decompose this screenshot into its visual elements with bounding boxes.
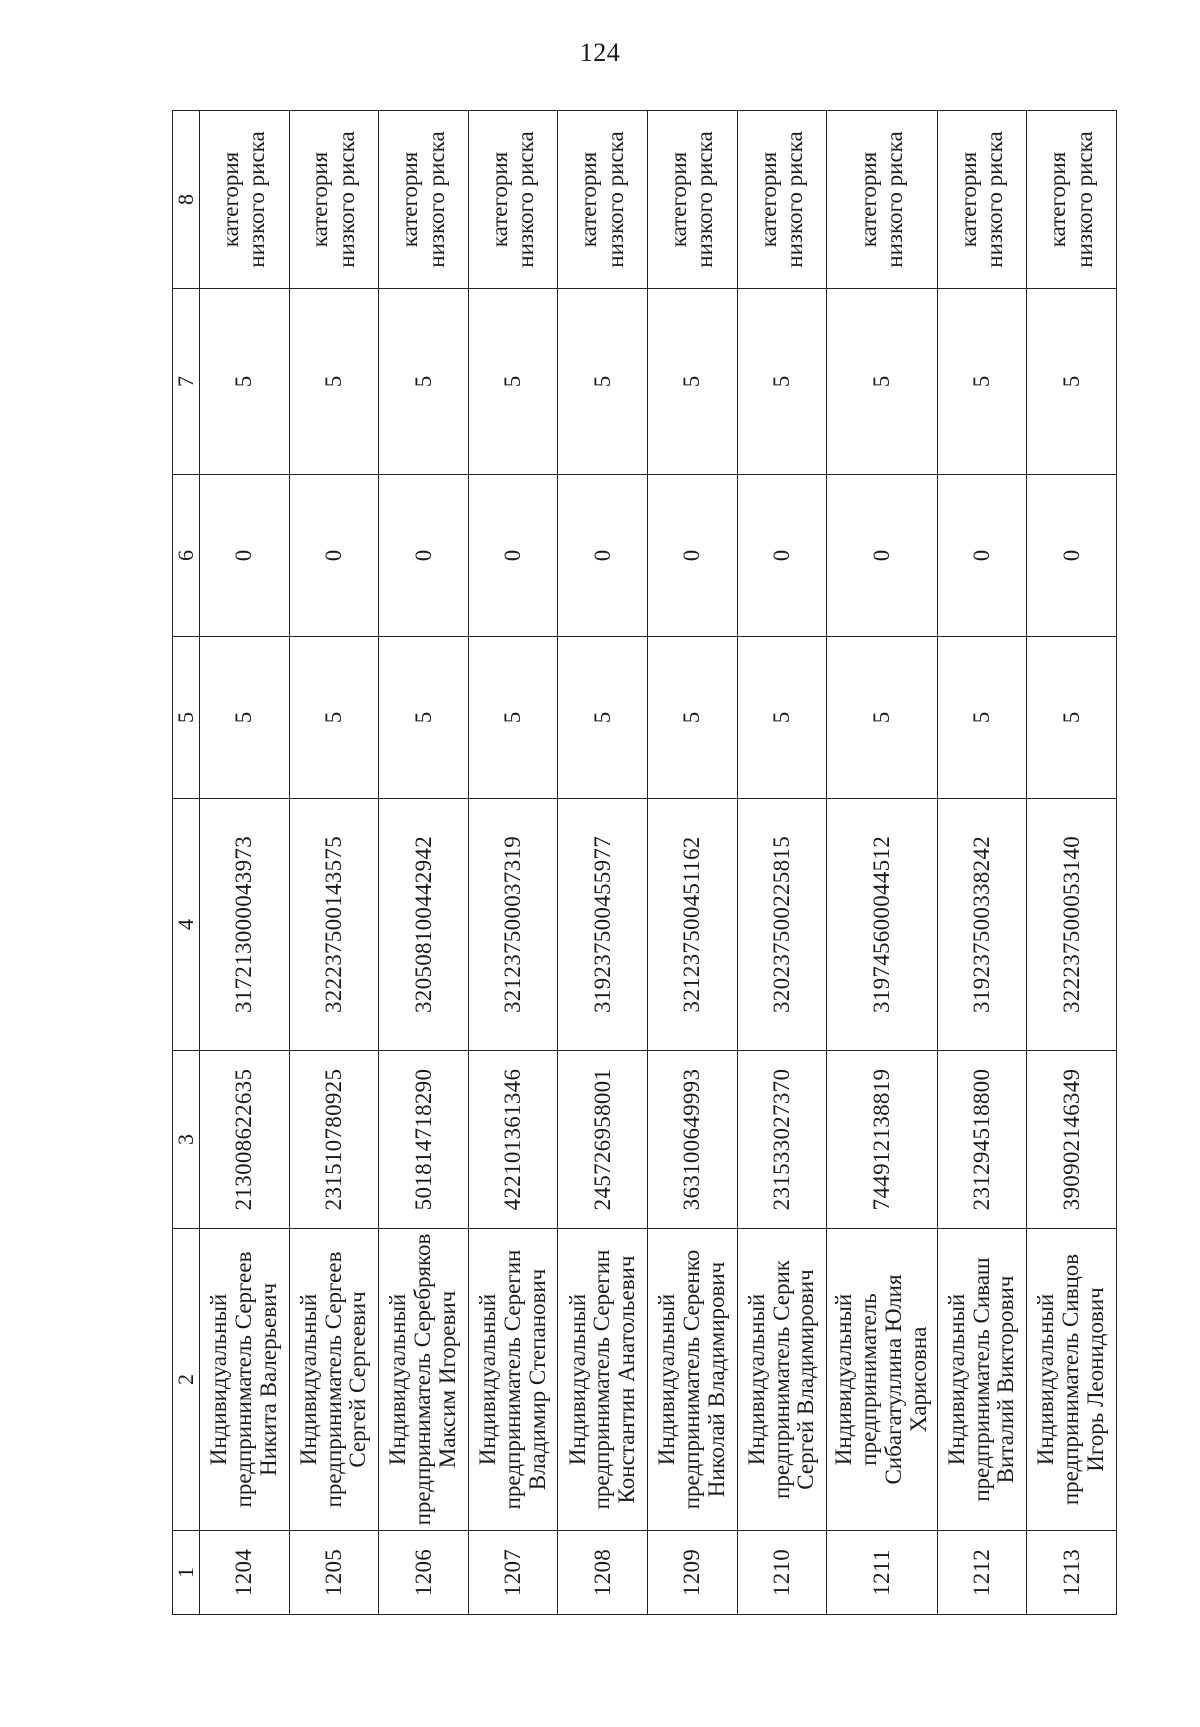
ogrn-cell: 319237500455977: [558, 799, 648, 1051]
column-5-cell: 5: [1027, 637, 1117, 799]
inn-cell: 245726958001: [558, 1051, 648, 1229]
ogrn-cell: 321237500037319: [468, 799, 558, 1051]
risk-category-line: низкого риска: [423, 131, 449, 268]
column-6-cell: 0: [737, 475, 827, 637]
column-7-cell: 5: [558, 289, 648, 475]
risk-category-line: низкого риска: [982, 131, 1008, 268]
risk-category-line: низкого риска: [692, 131, 718, 268]
entrepreneur-name-line: Константин Анатольевич: [614, 1255, 640, 1504]
risk-category-cell: [648, 111, 738, 289]
inn-cell: 422101361346: [468, 1051, 558, 1229]
entrepreneur-name-line: Индивидуальный: [295, 1293, 321, 1466]
row-number-cell: 1212: [937, 1531, 1027, 1615]
entrepreneur-name-cell: [937, 1229, 1027, 1531]
column-6-cell: 0: [827, 475, 937, 637]
registry-table-rotated: [172, 111, 1117, 1615]
column-6-cell: 0: [379, 475, 469, 637]
risk-category-line: категория: [855, 151, 881, 248]
inn-cell: 744912138819: [827, 1051, 937, 1229]
entrepreneur-name-cell: [289, 1229, 379, 1531]
entrepreneur-name-line: предприниматель Серебряков: [410, 1233, 436, 1526]
risk-category-line: низкого риска: [881, 131, 907, 268]
column-6-cell: 0: [648, 475, 738, 637]
table-row: [289, 111, 379, 1615]
risk-category-line: категория: [576, 151, 602, 248]
inn-cell: 213008622635: [200, 1051, 290, 1229]
risk-category-cell: [558, 111, 648, 289]
column-7-cell: 5: [289, 289, 379, 475]
entrepreneur-name-line: Харисовна: [905, 1326, 931, 1433]
table-row: [737, 111, 827, 1615]
entrepreneur-name-line: Индивидуальный: [474, 1293, 500, 1466]
row-number-cell: 1210: [737, 1531, 827, 1615]
entrepreneur-name-line: Сибагатуллина Юлия: [880, 1274, 906, 1485]
column-number: 6: [173, 475, 200, 637]
entrepreneur-name-line: предприниматель Сиваш: [968, 1257, 994, 1502]
ogrn-cell: 321237500451162: [648, 799, 738, 1051]
entrepreneur-name-line: предприниматель Серенко: [678, 1249, 704, 1510]
entrepreneur-name-line: Индивидуальный: [206, 1293, 232, 1466]
table-row: [200, 111, 290, 1615]
ogrn-cell: 317213000043973: [200, 799, 290, 1051]
entrepreneur-name-cell: [827, 1229, 937, 1531]
risk-category-cell: [468, 111, 558, 289]
entrepreneur-name-line: предприниматель Серегин: [499, 1249, 525, 1510]
entrepreneur-name-cell: [468, 1229, 558, 1531]
inn-cell: 390902146349: [1027, 1051, 1117, 1229]
column-6-cell: 0: [289, 475, 379, 637]
row-number-cell: 1209: [648, 1531, 738, 1615]
entrepreneur-name-line: Индивидуальный: [1033, 1293, 1059, 1466]
column-7-cell: 5: [937, 289, 1027, 475]
table-row: [379, 111, 469, 1615]
column-5-cell: 5: [937, 637, 1027, 799]
table-row: [1027, 111, 1117, 1615]
column-7-cell: 5: [737, 289, 827, 475]
column-7-cell: 5: [1027, 289, 1117, 475]
entrepreneur-name-line: Владимир Степанович: [524, 1268, 550, 1491]
entrepreneur-name-line: Индивидуальный: [743, 1293, 769, 1466]
column-5-cell: 5: [200, 637, 290, 799]
column-7-cell: 5: [648, 289, 738, 475]
column-number-row: [173, 111, 200, 1615]
entrepreneur-name-line: предприниматель Серегин: [589, 1249, 615, 1510]
inn-cell: 363100649993: [648, 1051, 738, 1229]
ogrn-cell: 319237500338242: [937, 799, 1027, 1051]
column-5-cell: 5: [468, 637, 558, 799]
column-7-cell: 5: [468, 289, 558, 475]
risk-category-line: категория: [217, 151, 243, 248]
risk-category-line: низкого риска: [602, 131, 628, 268]
table-row: [648, 111, 738, 1615]
inn-cell: 501814718290: [379, 1051, 469, 1229]
risk-category-cell: [289, 111, 379, 289]
inn-cell: 231533027370: [737, 1051, 827, 1229]
column-6-cell: 0: [200, 475, 290, 637]
entrepreneur-name-cell: [737, 1229, 827, 1531]
entrepreneur-name-line: Индивидуальный: [654, 1293, 680, 1466]
row-number-cell: 1205: [289, 1531, 379, 1615]
risk-category-line: категория: [307, 151, 333, 248]
inn-cell: 231510780925: [289, 1051, 379, 1229]
risk-category-cell: [827, 111, 937, 289]
table-row: [937, 111, 1027, 1615]
risk-category-cell: [937, 111, 1027, 289]
risk-category-line: категория: [955, 151, 981, 248]
entrepreneur-name-line: Виталий Викторович: [993, 1275, 1019, 1484]
ogrn-cell: 320237500225815: [737, 799, 827, 1051]
risk-category-line: низкого риска: [1071, 131, 1097, 268]
column-number: 1: [173, 1531, 200, 1615]
column-6-cell: 0: [468, 475, 558, 637]
row-number-cell: 1211: [827, 1531, 937, 1615]
page-number: 124: [579, 38, 621, 67]
column-5-cell: 5: [379, 637, 469, 799]
column-5-cell: 5: [737, 637, 827, 799]
row-number-cell: 1204: [200, 1531, 290, 1615]
table-row: [558, 111, 648, 1615]
entrepreneur-name-line: Индивидуальный: [943, 1293, 969, 1466]
entrepreneur-name-line: предприниматель Серик: [768, 1260, 794, 1499]
entrepreneur-name-line: Сергей Владимирович: [793, 1269, 819, 1490]
entrepreneur-name-cell: [379, 1229, 469, 1531]
table-row: [468, 111, 558, 1615]
entrepreneur-name-line: предприниматель Сергеев: [230, 1251, 256, 1508]
risk-category-line: категория: [397, 151, 423, 248]
column-number: 4: [173, 799, 200, 1051]
entrepreneur-name-line: Максим Игоревич: [434, 1290, 460, 1469]
ogrn-cell: 322237500143575: [289, 799, 379, 1051]
entrepreneur-name-cell: [200, 1229, 290, 1531]
column-5-cell: 5: [558, 637, 648, 799]
entrepreneur-name-line: Николай Владимирович: [703, 1261, 729, 1498]
entrepreneur-name-line: предприниматель Сергеев: [320, 1251, 346, 1508]
column-5-cell: 5: [648, 637, 738, 799]
registry-table: [172, 110, 1117, 1615]
ogrn-cell: 320508100442942: [379, 799, 469, 1051]
column-6-cell: 0: [558, 475, 648, 637]
column-7-cell: 5: [827, 289, 937, 475]
column-number: 3: [173, 1051, 200, 1229]
entrepreneur-name-cell: [648, 1229, 738, 1531]
column-7-cell: 5: [379, 289, 469, 475]
column-5-cell: 5: [289, 637, 379, 799]
risk-category-cell: [737, 111, 827, 289]
risk-category-cell: [200, 111, 290, 289]
entrepreneur-name-line: Сергей Сергеевич: [345, 1291, 371, 1468]
column-6-cell: 0: [937, 475, 1027, 637]
entrepreneur-name-line: Игорь Леонидович: [1083, 1287, 1109, 1472]
risk-category-line: категория: [1045, 151, 1071, 248]
risk-category-cell: [1027, 111, 1117, 289]
ogrn-cell: 322237500053140: [1027, 799, 1117, 1051]
row-number-cell: 1208: [558, 1531, 648, 1615]
entrepreneur-name-line: предприниматель Сивцов: [1058, 1253, 1084, 1506]
column-number: 5: [173, 637, 200, 799]
risk-category-line: категория: [486, 151, 512, 248]
ogrn-cell: 319745600044512: [827, 799, 937, 1051]
risk-category-line: категория: [665, 151, 691, 248]
inn-cell: 231294518800: [937, 1051, 1027, 1229]
risk-category-line: низкого риска: [333, 131, 359, 268]
table-row: [827, 111, 937, 1615]
row-number-cell: 1206: [379, 1531, 469, 1615]
risk-category-line: низкого риска: [781, 131, 807, 268]
row-number-cell: 1207: [468, 1531, 558, 1615]
column-number: 7: [173, 289, 200, 475]
risk-category-line: категория: [755, 151, 781, 248]
risk-category-cell: [379, 111, 469, 289]
row-number-cell: 1213: [1027, 1531, 1117, 1615]
entrepreneur-name-line: Индивидуальный: [831, 1293, 857, 1466]
entrepreneur-name-cell: [1027, 1229, 1117, 1531]
entrepreneur-name-line: Никита Валерьевич: [255, 1282, 281, 1477]
column-number: 2: [173, 1229, 200, 1531]
column-number: 8: [173, 111, 200, 289]
column-6-cell: 0: [1027, 475, 1117, 637]
column-5-cell: 5: [827, 637, 937, 799]
entrepreneur-name-cell: [558, 1229, 648, 1531]
entrepreneur-name-line: Индивидуальный: [385, 1293, 411, 1466]
risk-category-line: низкого риска: [513, 131, 539, 268]
entrepreneur-name-line: предприниматель: [856, 1293, 882, 1466]
registry-body: [200, 111, 1117, 1615]
entrepreneur-name-line: Индивидуальный: [564, 1293, 590, 1466]
risk-category-line: низкого риска: [244, 131, 270, 268]
column-7-cell: 5: [200, 289, 290, 475]
